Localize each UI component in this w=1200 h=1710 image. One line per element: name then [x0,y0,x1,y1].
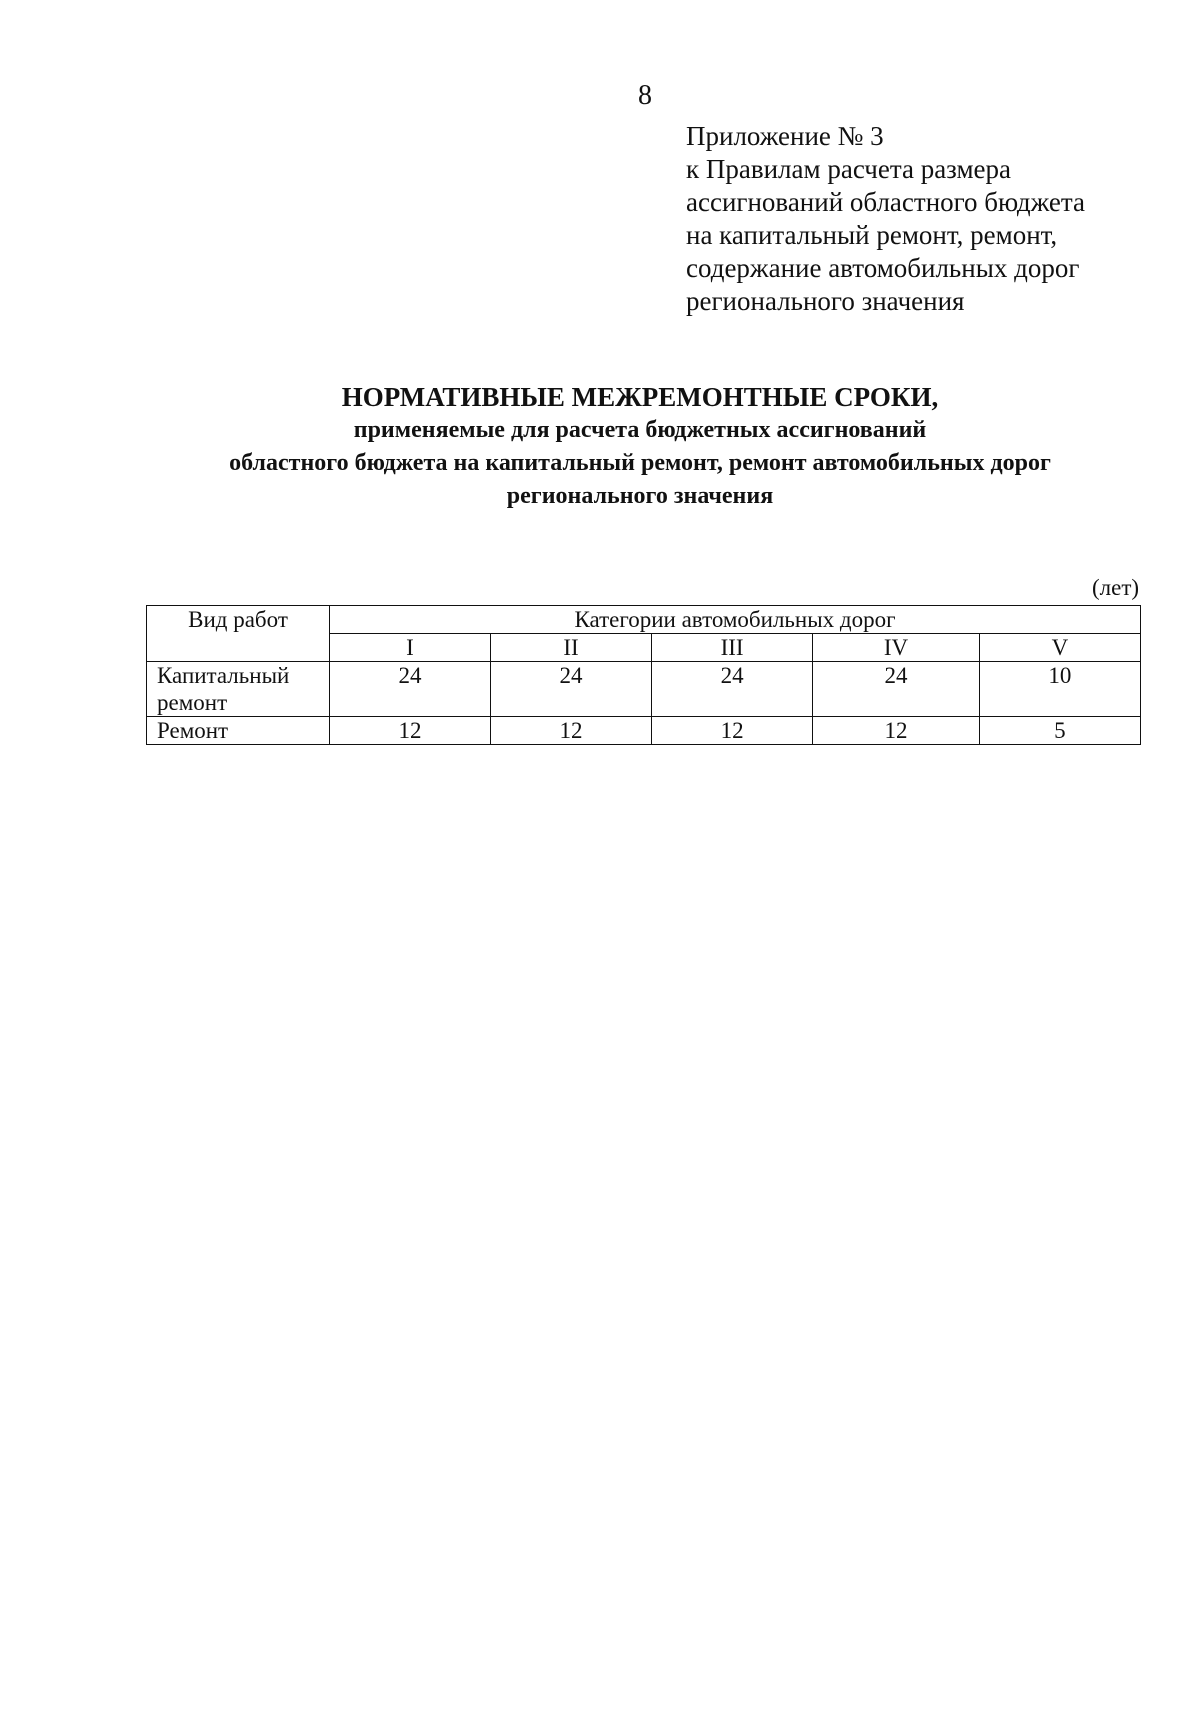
value-cell: 24 [330,662,491,717]
value-cell: 12 [652,717,813,745]
value-cell: 12 [491,717,652,745]
value-cell: 24 [813,662,980,717]
row-label-line: ремонт [157,690,228,715]
appendix-line: к Правилам расчета размера [686,154,1012,184]
category-cell: V [979,634,1140,662]
value-cell: 5 [979,717,1140,745]
title-subline: областного бюджета на капитальный ремонт, ремонт автомобильных дорог [229,450,1051,476]
header-work-type: Вид работ [147,606,330,662]
category-cell: III [652,634,813,662]
appendix-line: регионального значения [686,286,965,316]
table-row [147,662,1141,717]
units-label: (лет) [1092,575,1140,600]
appendix-line: ассигнований областного бюджета [686,187,1085,217]
category-cell: IV [813,634,980,662]
document-title [140,380,1140,513]
row-label-line: Ремонт [157,718,229,743]
table-row [147,717,1141,745]
value-cell: 10 [979,662,1140,717]
header-categories: Категории автомобильных дорог [330,606,1141,634]
value-cell: 12 [330,717,491,745]
value-cell: 24 [652,662,813,717]
appendix-line: содержание автомобильных дорог [686,253,1080,283]
title-subline: регионального значения [506,483,774,509]
appendix-reference [686,120,1085,318]
appendix-line: на капитальный ремонт, ремонт, [686,220,1058,250]
norms-table [146,605,1141,745]
value-cell: 24 [491,662,652,717]
category-cell: II [491,634,652,662]
row-label-line: Капитальный [157,663,290,688]
table-header-row [147,606,1141,634]
page-number: 8 [638,80,652,111]
row-label [147,717,330,745]
value-cell: 12 [813,717,980,745]
appendix-line: Приложение № 3 [686,121,884,151]
row-label [147,662,330,717]
title-subline: применяемые для расчета бюджетных ассигнований [353,417,927,443]
category-cell: I [330,634,491,662]
title-main: НОРМАТИВНЫЕ МЕЖРЕМОНТНЫЕ СРОКИ, [341,382,939,412]
